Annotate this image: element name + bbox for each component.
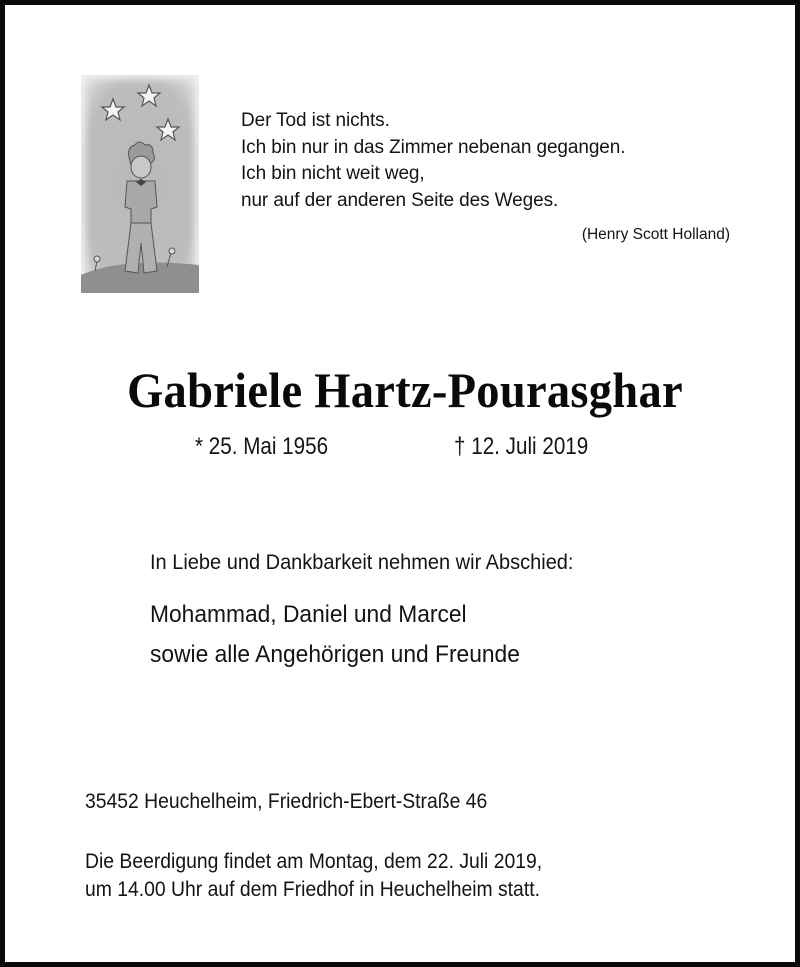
little-prince-illustration xyxy=(81,75,199,293)
poem xyxy=(241,108,625,214)
poem-line: Ich bin nicht weit weg, xyxy=(241,163,425,184)
star-icon xyxy=(157,119,179,140)
funeral-line: um 14.00 Uhr auf dem Friedhof in Heuchelheim statt. xyxy=(85,877,540,901)
poem-line: Ich bin nur in das Zimmer nebenan gegangen. xyxy=(241,136,626,158)
star-icon xyxy=(138,85,160,106)
family-address: 35452 Heuchelheim, Friedrich-Ebert-Straße 46 xyxy=(85,789,488,813)
star-icon xyxy=(102,99,124,120)
poem-line: Der Tod ist nichts. xyxy=(241,110,390,131)
funeral-info xyxy=(85,847,542,903)
birth-date: * 25. Mai 1956 xyxy=(195,433,329,460)
poem-author: (Henry Scott Holland) xyxy=(581,226,730,243)
poem-line: nur auf der anderen Seite des Weges. xyxy=(241,189,559,211)
mourners xyxy=(150,595,520,675)
farewell-intro: In Liebe und Dankbarkeit nehmen wir Abschied: xyxy=(150,550,574,574)
funeral-line: Die Beerdigung findet am Montag, dem 22. Juli 2019, xyxy=(85,849,543,873)
death-date: † 12. Juli 2019 xyxy=(454,433,589,460)
mourners-line: sowie alle Angehörigen und Freunde xyxy=(150,641,520,668)
mourners-line: Mohammad, Daniel und Marcel xyxy=(150,601,467,628)
little-prince-figure xyxy=(81,75,199,293)
deceased-name: Gabriele Hartz-Pourasghar xyxy=(127,362,683,418)
